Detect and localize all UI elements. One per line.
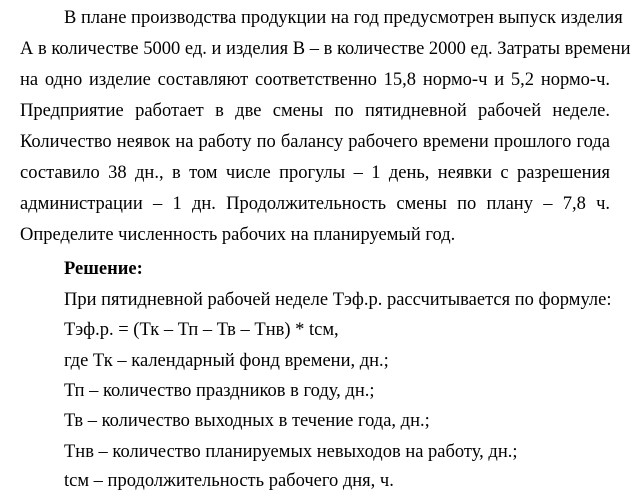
- solution-line-1: При пятидневной рабочей неделе Тэф.р. рассчитывается по формуле:: [64, 290, 612, 310]
- problem-line-1: В плане производства продукции на год предусмотрен выпуск изделия: [64, 8, 623, 28]
- problem-line-2: А в количестве 5000 ед. и изделия В – в количестве 2000 ед. Затраты времени: [20, 39, 631, 59]
- formula-line: Тэф.р. = (Тк – Тп – Тв – Тнв) * tсм,: [64, 320, 339, 340]
- problem-line-4: Предприятие работает в две смены по пятидневной рабочей неделе.: [20, 101, 610, 121]
- solution-line-5: Тв – количество выходных в течение года, дн.;: [64, 411, 430, 431]
- solution-line-6: Тнв – количество планируемых невыходов на работу, дн.;: [64, 442, 518, 462]
- problem-line-8: Определите численность рабочих на планируемый год.: [20, 225, 456, 245]
- problem-line-6: составило 38 дн., в том числе прогулы – 1 день, неявки с разрешения: [20, 163, 610, 183]
- problem-line-3: на одно изделие составляют соответственно 15,8 нормо-ч и 5,2 нормо-ч.: [20, 70, 610, 90]
- problem-line-7: администрации – 1 дн. Продолжительность смены по плану – 7,8 ч.: [20, 194, 610, 214]
- solution-line-3: где Тк – календарный фонд времени, дн.;: [64, 351, 389, 371]
- solution-heading: Решение:: [64, 259, 143, 279]
- problem-line-5: Количество неявок на работу по балансу рабочего времени прошлого года: [20, 132, 610, 152]
- solution-line-7: tсм – продолжительность рабочего дня, ч.: [64, 471, 394, 491]
- solution-line-4: Тп – количество праздников в году, дн.;: [64, 381, 375, 401]
